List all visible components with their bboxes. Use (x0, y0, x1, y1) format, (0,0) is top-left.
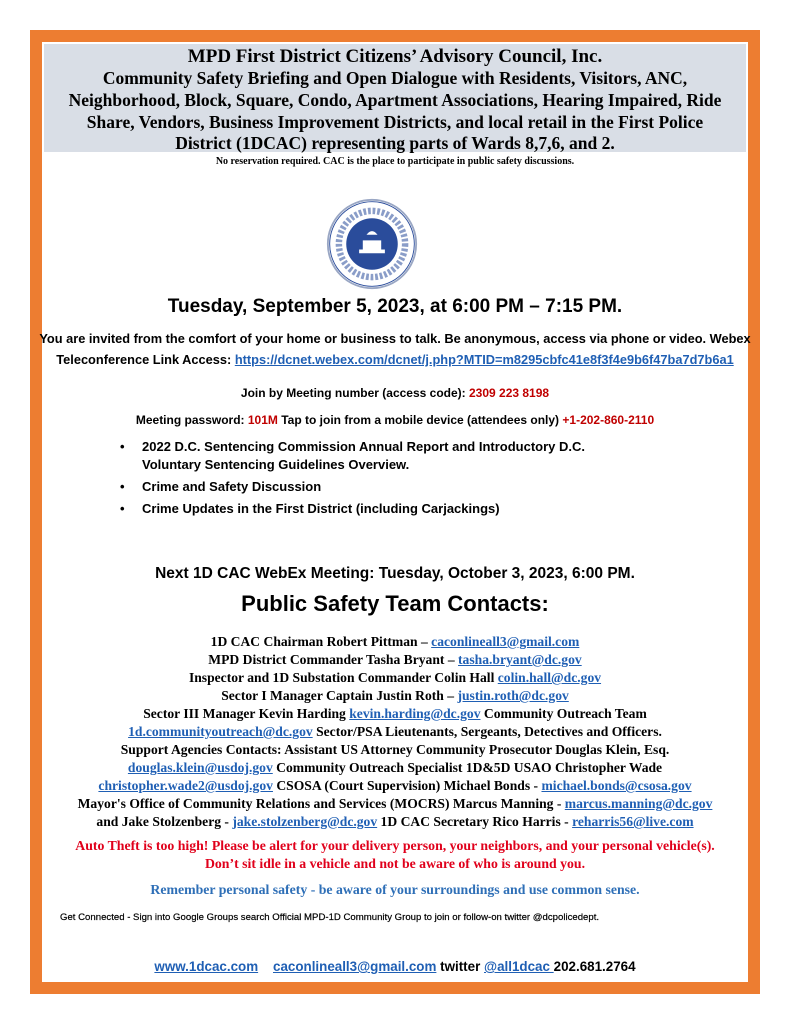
contact-line (36, 724, 754, 740)
mobile-number: +1-202-860-2110 (562, 413, 655, 427)
contact-text: Community Outreach Specialist 1D&5D USAO Christopher Wade (272, 760, 663, 775)
contact-line (36, 778, 754, 794)
webex-link[interactable]: https://dcnet.webex.com/dcnet/j.php?MTID=m8295cbfc41e8f3f4e9b6f47ba7d7b6a1 (234, 352, 734, 367)
contact-text: Sector I Manager Captain Justin Roth – (221, 688, 458, 703)
auto-theft-alert: Don’t sit idle in a vehicle and not be aware of who is around you. (204, 856, 586, 871)
phone-number: 202.681.2764 (553, 959, 636, 974)
agenda-item: • Crime and Safety Discussion (118, 478, 585, 496)
contact-text: Mayor's Office of Community Relations and Services (MOCRS) Marcus Manning - (77, 796, 565, 811)
get-connected: Get Connected - Sign into Google Groups search Official MPD-1D Community Group to join or follow-on twitter @dcpolicedept. (60, 912, 600, 923)
agenda-item-text: Voluntary Sentencing Guidelines Overview. (142, 457, 410, 472)
twitter-label: twitter (436, 959, 485, 974)
email-link[interactable]: marcus.manning@dc.gov (564, 796, 713, 811)
contact-text: 1D CAC Secretary Rico Harris - (377, 814, 573, 829)
email-link[interactable]: tasha.bryant@dc.gov (458, 652, 582, 667)
contact-text: and Jake Stolzenberg - (96, 814, 233, 829)
contact-text: CSOSA (Court Supervision) Michael Bonds - (272, 778, 542, 793)
header-subtitle: Community Safety Briefing and Open Dialogue with Residents, Visitors, ANC, (102, 68, 688, 88)
agenda-list (118, 438, 585, 522)
password-label: Meeting password: (135, 413, 248, 427)
invite-text: You are invited from the comfort of your home or business to talk. Be anonymous, access via phone or video. Webex (39, 331, 751, 346)
header-subtitle: Share, Vendors, Business Improvement Districts, and local retail in the First Police (86, 112, 704, 132)
contact-line (36, 814, 754, 830)
contact-line: Support Agencies Contacts: Assistant US Attorney Community Prosecutor Douglas Klein, Esq. (120, 742, 670, 757)
contact-line (36, 688, 754, 704)
agenda-item-cont (118, 456, 585, 474)
contact-line (36, 706, 754, 722)
link-label: Teleconference Link Access: (56, 352, 235, 367)
access-code: 2309 223 8198 (468, 386, 550, 400)
email-link[interactable]: colin.hall@dc.gov (497, 670, 602, 685)
contact-line (36, 670, 754, 686)
contact-text: Sector/PSA Lieutenants, Sergeants, Detectives and Officers. (312, 724, 662, 739)
password-line (36, 413, 754, 427)
contact-text: Inspector and 1D Substation Commander Colin Hall (188, 670, 498, 685)
link-line (36, 352, 754, 367)
contact-text: 1D CAC Chairman Robert Pittman – (210, 634, 432, 649)
contact-text: Sector III Manager Kevin Harding (143, 706, 350, 721)
contact-text: Community Outreach Team (480, 706, 647, 721)
meeting-date: Tuesday, September 5, 2023, at 6:00 PM – 7:15 PM. (167, 296, 623, 317)
auto-theft-alert: Auto Theft is too high! Please be alert for your delivery person, your neighbors, and your personal vehicle(s). (75, 838, 715, 853)
safety-reminder: Remember personal safety - be aware of your surroundings and use common sense. (150, 882, 640, 897)
contact-line (36, 760, 754, 776)
email-link[interactable]: jake.stolzenberg@dc.gov (232, 814, 378, 829)
contact-line (36, 634, 754, 650)
email-link[interactable]: christopher.wade2@usdoj.gov (98, 778, 273, 793)
contacts-title: Public Safety Team Contacts: (241, 591, 549, 616)
email-link[interactable]: michael.bonds@csosa.gov (541, 778, 692, 793)
email-link[interactable]: justin.roth@dc.gov (457, 688, 569, 703)
agenda-item: • Crime Updates in the First District (including Carjackings) (118, 500, 585, 518)
header-subtitle: Neighborhood, Block, Square, Condo, Apartment Associations, Hearing Impaired, Ride (68, 90, 722, 110)
contact-text: MPD District Commander Tasha Bryant – (208, 652, 459, 667)
email-link[interactable]: kevin.harding@dc.gov (349, 706, 481, 721)
agenda-item: • 2022 D.C. Sentencing Commission Annual Report and Introductory D.C. (118, 438, 585, 456)
access-code-label: Join by Meeting number (access code): (240, 386, 469, 400)
next-meeting: Next 1D CAC WebEx Meeting: Tuesday, October 3, 2023, 6:00 PM. (155, 565, 635, 582)
org-title: MPD First District Citizens’ Advisory Council, Inc. (187, 46, 603, 67)
header-subtitle: District (1DCAC) representing parts of Wards 8,7,6, and 2. (175, 133, 615, 153)
footer (36, 959, 754, 975)
cac-seal-logo (326, 198, 418, 290)
email-link[interactable]: 1d.communityoutreach@dc.gov (128, 724, 313, 739)
contact-line (36, 796, 754, 812)
mobile-label: Tap to join from a mobile device (attendees only) (277, 413, 563, 427)
footer-email-link[interactable]: caconlineall3@gmail.com (273, 959, 437, 974)
password: 101M (247, 413, 278, 427)
header-note: No reservation required. CAC is the place to participate in public safety discussions. (215, 156, 575, 167)
access-code-line (36, 386, 754, 400)
twitter-link[interactable]: @all1dcac (484, 959, 554, 974)
contact-line (36, 652, 754, 668)
email-link[interactable]: douglas.klein@usdoj.gov (127, 760, 273, 775)
email-link[interactable]: reharris56@live.com (572, 814, 694, 829)
email-link[interactable]: caconlineall3@gmail.com (431, 634, 580, 649)
website-link[interactable]: www.1dcac.com (154, 959, 259, 974)
